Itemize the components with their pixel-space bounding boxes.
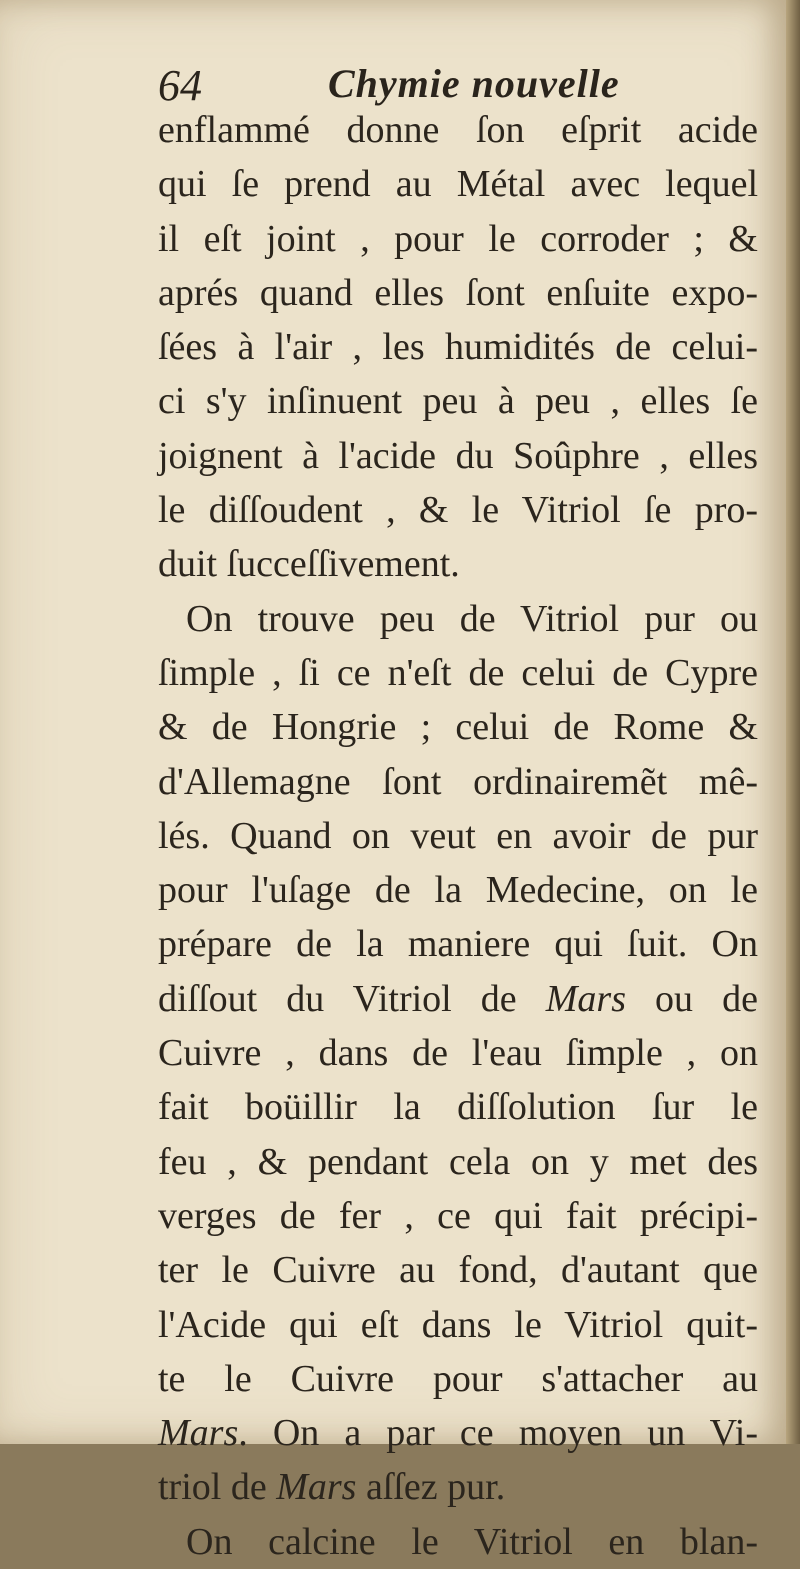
body-text bbox=[158, 103, 758, 1569]
text-line bbox=[158, 1298, 758, 1352]
text-line-segment: ci s'y inſinuent peu à peu , elles ſe bbox=[158, 380, 758, 423]
italic-word: Mars bbox=[545, 977, 626, 1020]
text-line-segment: fait boüillir la diſſolution ſur le bbox=[158, 1086, 758, 1129]
text-line-segment: verges de fer , ce qui fait précipi- bbox=[158, 1194, 758, 1237]
text-line bbox=[158, 103, 758, 157]
page-number: 64 bbox=[158, 61, 202, 110]
text-line-segment: feu , & pendant cela on y met des bbox=[158, 1140, 758, 1183]
italic-word: Mars bbox=[158, 1412, 239, 1455]
text-line bbox=[158, 1135, 758, 1189]
text-line bbox=[158, 646, 758, 700]
text-line bbox=[158, 1026, 758, 1080]
text-line bbox=[158, 755, 758, 809]
text-line-segment: te le Cuivre pour s'attacher au bbox=[158, 1357, 758, 1400]
text-line bbox=[158, 320, 758, 374]
text-line-segment: ter le Cuivre au fond, d'autant que bbox=[158, 1249, 758, 1292]
text-line-segment: ou de bbox=[625, 977, 758, 1020]
text-line bbox=[158, 1352, 758, 1406]
text-line bbox=[158, 1515, 758, 1569]
running-title: Chymie nouvelle bbox=[328, 61, 620, 106]
text-line-segment: ſées à l'air , les humidités de celui- bbox=[158, 326, 758, 369]
text-line-segment: On calcine le Vitriol en blan- bbox=[186, 1520, 758, 1563]
text-line-segment: pour l'uſage de la Medecine, on le bbox=[158, 869, 758, 912]
text-line-segment: lés. Quand on veut en avoir de pur bbox=[158, 814, 758, 857]
text-line-segment: le diſſoudent , & le Vitriol ſe pro- bbox=[158, 489, 758, 532]
italic-word: Mars bbox=[276, 1466, 357, 1509]
text-line bbox=[158, 700, 758, 754]
text-line-segment: duit ſucceſſivement. bbox=[158, 543, 460, 586]
text-line bbox=[158, 972, 758, 1026]
text-line-segment: d'Allemagne ſont ordinairemẽt mê- bbox=[158, 760, 758, 803]
text-line-segment: Cuivre , dans de l'eau ſimple , on bbox=[158, 1032, 758, 1075]
text-line-segment: On trouve peu de Vitriol pur ou bbox=[186, 597, 758, 640]
text-line bbox=[158, 592, 758, 646]
text-line-segment: enflammé donne ſon eſprit acide bbox=[158, 109, 758, 151]
text-line bbox=[158, 429, 758, 483]
text-line bbox=[158, 212, 758, 266]
text-line-segment: triol de bbox=[158, 1466, 277, 1509]
text-line bbox=[158, 537, 758, 591]
text-line bbox=[158, 1189, 758, 1243]
text-line-segment: aſſez pur. bbox=[356, 1466, 506, 1509]
text-line bbox=[158, 863, 758, 917]
text-line bbox=[158, 1460, 758, 1514]
text-line bbox=[158, 1243, 758, 1297]
text-line bbox=[158, 157, 758, 211]
text-line bbox=[158, 483, 758, 537]
text-line-segment: aprés quand elles ſont enſuite expo- bbox=[158, 271, 758, 314]
text-line bbox=[158, 374, 758, 428]
text-line-segment: l'Acide qui eſt dans le Vitriol quit- bbox=[158, 1303, 758, 1346]
text-line bbox=[158, 266, 758, 320]
text-line bbox=[158, 809, 758, 863]
text-line-segment: ſimple , ſi ce n'eſt de celui de Cypre bbox=[158, 651, 758, 694]
text-line-segment: . On a par ce moyen un Vi- bbox=[238, 1412, 758, 1455]
text-line-segment: qui ſe prend au Métal avec lequel bbox=[158, 163, 758, 206]
text-line-segment: diſſout du Vitriol de bbox=[158, 977, 546, 1020]
text-line-segment: & de Hongrie ; celui de Rome & bbox=[158, 706, 758, 749]
text-line bbox=[158, 1080, 758, 1134]
text-line bbox=[158, 917, 758, 971]
text-line-segment: prépare de la maniere qui ſuit. On bbox=[158, 923, 758, 966]
book-gutter bbox=[786, 0, 800, 1444]
text-line-segment: il eſt joint , pour le corroder ; & bbox=[158, 217, 758, 260]
text-line bbox=[158, 1406, 758, 1460]
text-line-segment: joignent à l'acide du Soûphre , elles bbox=[158, 434, 758, 477]
